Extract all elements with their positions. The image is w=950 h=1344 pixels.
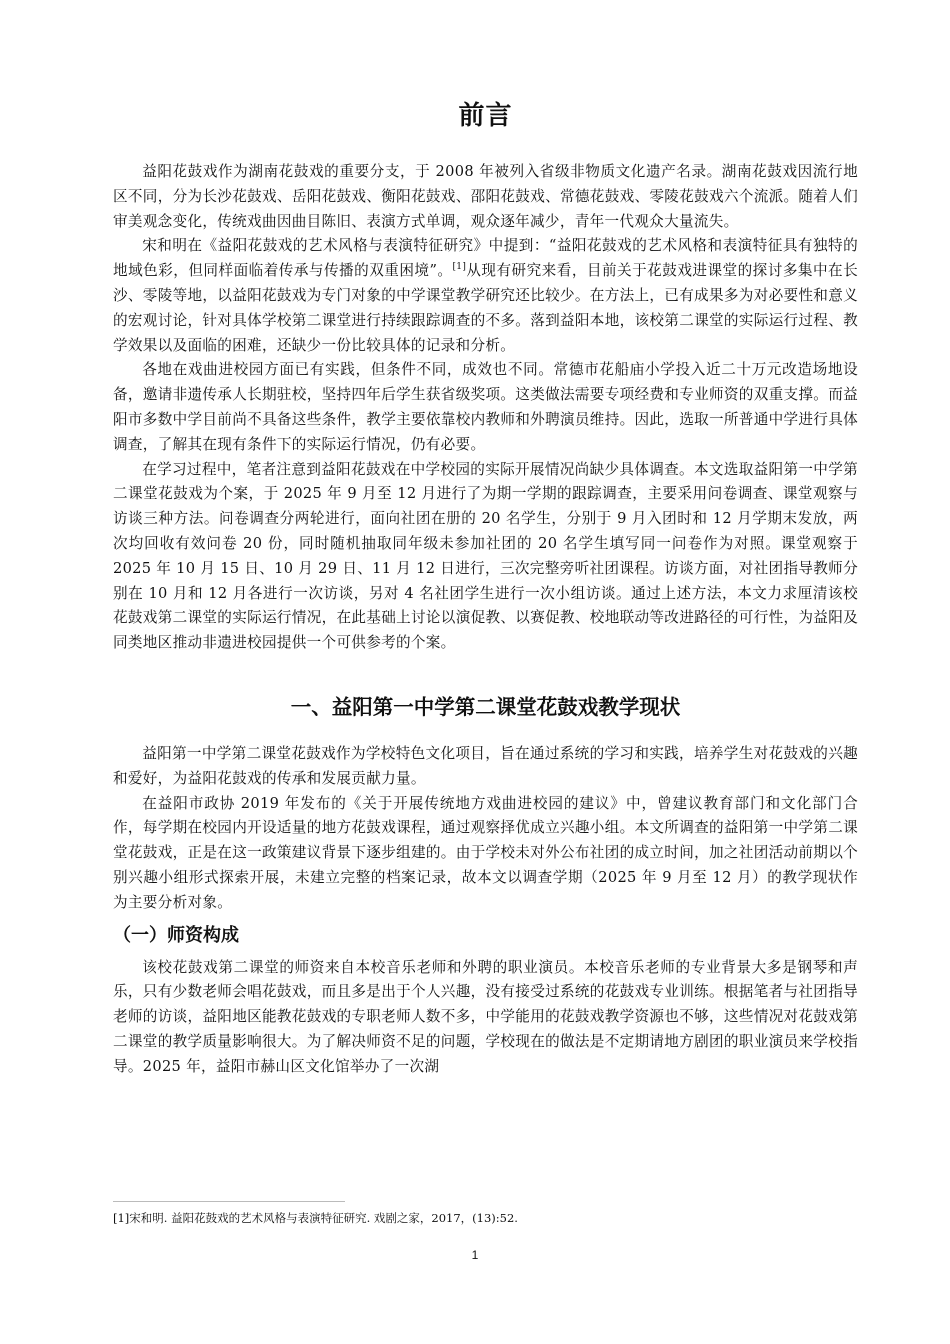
footnote-reference[interactable]: [1] xyxy=(452,262,467,273)
preface-paragraph-4: 在学习过程中，笔者注意到益阳花鼓戏在中学校园的实际开展情况尚缺少具体调查。本文选取益阳第一中学第二课堂花鼓戏为个案，于 2025 年 9 月至 12 月进行了为期一学期的跟踪调查，主要采用问卷调查、课堂观察与访谈三种方法。问卷调查分两轮进行，面向社团在册的 20 名学生，分别于 9 月入团时和 12 月学期末发放，两次均回收有效问卷 20 份，同时随机抽取同年级未参加社团的 20 名学生填写同一问卷作为对照。课堂观察于 2025 年 10 月 15 日、10 月 29 日、11 月 12 日进行，三次完整旁听社团课程。访谈方面，对社团指导教师分别在 10 月和 12 月各进行一次访谈，另对 4 名社团学生进行一次小组访谈。通过上述方法，本文力求厘清该校花鼓戏第二课堂的实际运行情况，在此基础上讨论以演促教、以赛促教、校地联动等改进路径的可行性，为益阳及同类地区推动非遗进校园提供一个可供参考的个案。 xyxy=(113,460,858,652)
footnote-separator xyxy=(113,1201,345,1202)
preface-paragraph-1: 益阳花鼓戏作为湖南花鼓戏的重要分支，于 2008 年被列入省级非物质文化遗产名录。湖南花鼓戏因流行地区不同，分为长沙花鼓戏、岳阳花鼓戏、衡阳花鼓戏、邵阳花鼓戏、常德花鼓戏、零陵花鼓戏六个流派。随着人们审美观念变化，传统戏曲因曲目陈旧、表演方式单调，观众逐年减少，青年一代观众大量流失。 xyxy=(113,163,858,230)
page-body xyxy=(113,96,858,1080)
footnote-1: [1]宋和明. 益阳花鼓戏的艺术风格与表演特征研究. 戏剧之家，2017，(13):52. xyxy=(113,1211,518,1225)
preface-paragraph-2-text-a: 宋和明在《益阳花鼓戏的艺术风格与表演特征研究》中提到：“益阳花鼓戏的艺术风格和表演特征具有独特的地域色彩，但同样面临着传承与传播的双重困境”。 xyxy=(113,237,858,280)
preface-paragraph-2 xyxy=(113,234,858,358)
page-number: 1 xyxy=(471,1248,479,1262)
section-1-heading: 一、益阳第一中学第二课堂花鼓戏教学现状 xyxy=(290,694,681,719)
subsection-1-paragraph-1: 该校花鼓戏第二课堂的师资来自本校音乐老师和外聘的职业演员。本校音乐老师的专业背景大多是钢琴和声乐，只有少数老师会唱花鼓戏，而且多是出于个人兴趣，没有接受过系统的花鼓戏专业训练。根据笔者与社团指导老师的访谈，益阳地区能教花鼓戏的专职老师人数不多，中学能用的花鼓戏教学资源也不够，这些情况对花鼓戏第二课堂的教学质量影响很大。为了解决师资不足的问题，学校现在的做法是不定期请地方剧团的职业演员来学校指导。2025 年，益阳市赫山区文化馆举办了一次湖 xyxy=(113,958,858,1075)
subsection-1-heading: （一）师资构成 xyxy=(113,924,239,946)
section-1-paragraph-2: 在益阳市政协 2019 年发布的《关于开展传统地方戏曲进校园的建议》中，曾建议教育部门和文化部门合作，每学期在校园内开设适量的地方花鼓戏课程，通过观察择优成立兴趣小组。本文所调查的益阳第一中学第二课堂花鼓戏，正是在这一政策建议背景下逐步组建的。由于学校未对外公布社团的成立时间，加之社团活动前期以个别兴趣小组形式探索开展，未建立完整的档案记录，故本文以调查学期（2025 年 9 月至 12 月）的教学现状作为主要分析对象。 xyxy=(113,794,858,911)
section-1-paragraph-1: 益阳第一中学第二课堂花鼓戏作为学校特色文化项目，旨在通过系统的学习和实践，培养学生对花鼓戏的兴趣和爱好，为益阳花鼓戏的传承和发展贡献力量。 xyxy=(113,744,858,787)
page-title: 前言 xyxy=(458,101,513,131)
preface-paragraph-2-text-b: 从现有研究来看，目前关于花鼓戏进课堂的探讨多集中在长沙、零陵等地，以益阳花鼓戏为专门对象的中学课堂教学研究还比较少。在方法上，已有成果多为对必要性和意义的宏观讨论，针对具体学校第二课堂进行持续跟踪调查的不多。落到益阳本地，该校第二课堂的实际运行过程、教学效果以及面临的困难，还缺少一份比较具体的记录和分析。 xyxy=(113,262,858,354)
preface-paragraph-3: 各地在戏曲进校园方面已有实践，但条件不同，成效也不同。常德市花船庙小学投入近二十万元改造场地设备，邀请非遗传承人长期驻校，坚持四年后学生获省级奖项。这类做法需要专项经费和专业师资的双重支撑。而益阳市多数中学目前尚不具备这些条件，教学主要依靠校内教师和外聘演员维持。因此，选取一所普通中学进行具体调查，了解其在现有条件下的实际运行情况，仍有必要。 xyxy=(113,361,858,453)
